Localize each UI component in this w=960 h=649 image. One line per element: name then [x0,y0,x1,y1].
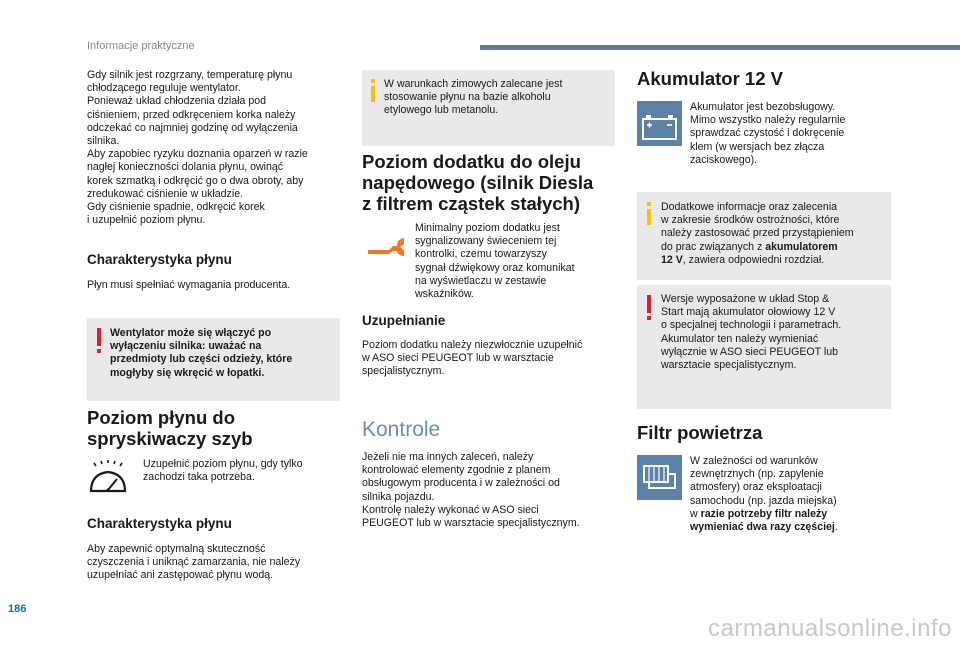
battery-heading: Akumulator 12 V [637,68,783,89]
warning-line: Wentylator może się włączyć po [110,327,272,339]
coolant-spec-text: Płyn musi spełniać wymagania producenta. [87,279,291,291]
diesel-text-line: Minimalny poziom dodatku jest [415,222,560,234]
battery-text [690,101,890,167]
intro-line: Gdy silnik jest rozgrzany, temperaturę płynu [87,69,293,81]
watermark: carmanualsonline.info [708,615,952,642]
stop-start-warning-text [661,293,887,372]
diesel-text-line: sygnał dźwiękowy oraz komunikat [415,261,575,274]
diesel-text-line: wskaźników. [415,288,474,301]
warning-exclamation-icon [646,295,653,321]
intro-line: i uzupełnić poziom płynu. [87,214,206,227]
battery-info-text [661,201,887,267]
filter-line: atmosfery) oraz eksploatacji [690,481,822,494]
info-line: należy zastosować przed przystąpieniem [661,227,854,240]
warning-line: wyłączeniu silnika: uważać na [110,340,262,353]
diesel-heading-line: napędowego (silnik Diesla [362,172,594,193]
warning-line: Start mają akumulator ołowiowy 12 V [661,306,836,319]
diesel-text-line: na wyświetlaczu w zestawie [415,274,547,287]
wrench-icon [367,236,405,258]
refill-text [362,339,622,379]
fan-warning-text [110,327,335,380]
battery-icon-tile [637,101,682,146]
warning-line: przedmioty lub części odzieży, które [110,353,293,366]
filter-line [690,508,890,521]
fan-warning-box [87,318,340,401]
air-filter-text [690,455,890,534]
info-line: stosowanie płynu na bazie alkoholu [384,91,551,104]
intro-line: korek szmatką i odkręcić go o dwa obroty, aby [87,174,304,187]
warning-line: warsztacie specjalistycznym. [661,359,797,372]
warning-exclamation-icon [96,328,103,354]
diesel-text-line: sygnalizowany świeceniem tej [415,235,557,248]
battery-line: Akumulator jest bezobsługowy. [690,101,836,113]
warning-line: mogłyby się wkręcić w łopatki. [110,366,265,379]
intro-line: Ponieważ układ chłodzenia działa pod [87,95,267,108]
checks-line: Jeżeli nie ma innych zaleceń, należy [362,451,534,463]
info-line [661,241,887,254]
refill-line: specjalistycznym. [362,365,445,378]
header-accent-bar [480,45,960,50]
washer-heading-line: spryskiwaczy szyb [87,428,253,449]
washer-spec-text [87,543,347,583]
info-bold: 12 V [661,253,683,266]
washer-heading-line: Poziom płynu do [87,407,235,428]
checks-text [362,451,622,530]
info-bold: akumulatorem [765,240,838,253]
info-line: etylowego lub metanolu. [384,104,499,117]
coolant-intro [87,69,347,227]
diesel-additive-heading [362,151,622,214]
warning-line: wyłącznie w ASO sieci PEUGEOT lub [661,345,839,358]
page-number: 186 [8,603,27,615]
windscreen-washer-icon [88,460,128,496]
section-label: Informacje praktyczne [87,40,195,52]
checks-line: PEUGEOT lub w warsztacie specjalistycznym. [362,517,580,530]
diesel-text-line: kontrolki, czemu towarzyszy [415,248,547,261]
checks-line: kontrolować elementy zgodnie z planem [362,464,551,477]
battery-info-box [637,192,891,280]
washer-heading [87,407,347,449]
battery-line: sprawdzać czystość i dokręcenie [690,127,845,140]
filter-line: W zależności od warunków [690,455,818,467]
washer-text-line: zachodzi taka potrzeba. [143,471,255,484]
info-line [661,254,887,267]
info-i-icon [646,202,653,226]
washer-text [143,458,343,484]
refill-line: w ASO sieci PEUGEOT lub w warsztacie [362,352,554,365]
winter-info-box [362,70,615,146]
battery-line: klem (w wersjach bez złącza [690,140,825,153]
info-line: Dodatkowe informacje oraz zalecenia [661,201,838,213]
info-line: W warunkach zimowych zalecane jest [384,78,563,90]
washer-spec-heading: Charakterystyka płynu [87,516,232,531]
intro-line: nagłej konieczności dolania płynu, owinąć [87,161,284,174]
refill-line: Poziom dodatku należy niezwłocznie uzupełnić [362,339,583,351]
warning-line: Akumulator ten należy wymieniać [661,332,819,345]
intro-line: ciśnieniem, przed odkręceniem korka należy [87,108,296,121]
winter-info-text [384,78,610,118]
intro-line: odczekać co najmniej godzinę od wyłączenia [87,121,298,134]
air-filter-icon [637,455,682,500]
info-line: w zakresie środków ostrożności, które [661,214,840,227]
diesel-additive-text [415,222,615,301]
info-text: do prac związanych z [661,240,763,253]
intro-line: zredukować ciśnienie w układzie. [87,187,244,200]
battery-icon [637,101,682,146]
checks-heading: Kontrole [362,418,441,441]
coolant-spec-heading: Charakterystyka płynu [87,252,232,267]
intro-line: Gdy ciśnienie spadnie, odkręcić korek [87,201,265,214]
diesel-heading-line: Poziom dodatku do oleju [362,151,581,172]
filter-bold: razie potrzeby filtr należy [700,507,828,520]
checks-line: Kontrolę należy wykonać w ASO sieci [362,503,539,516]
intro-line: Aby zapobiec ryzyku doznania oparzeń w razie [87,148,308,161]
diesel-heading-line: z filtrem cząstek stałych) [362,193,580,214]
intro-line: chłodzącego reguluje wentylator. [87,82,241,95]
battery-line: Mimo wszystko należy regularnie [690,114,846,127]
filter-bold: wymieniać dwa razy częściej [690,521,835,534]
refill-heading: Uzupełnianie [362,313,446,328]
washer-spec-line: uzupełniać ani zastępować płynu wodą. [87,569,274,582]
warning-line: o specjalnej technologii i parametrach. [661,319,842,332]
stop-start-warning-box [637,285,891,409]
filter-line: zewnętrznych (np. zapylenie [690,468,824,481]
warning-line: Wersje wyposażone w układ Stop & [661,293,830,305]
washer-spec-line: Aby zapewnić optymalną skuteczność [87,543,266,555]
air-filter-icon-tile [637,455,682,500]
battery-line: zaciskowego). [690,153,758,166]
washer-spec-line: czyszczenia i uniknąć zamarzania, nie należy [87,556,301,569]
filter-line: samochodu (np. jazda miejska) [690,494,837,507]
checks-line: obsługowym producenta i w zależności od [362,477,560,490]
info-i-icon [370,79,377,103]
filter-line [690,521,890,534]
filter-text: . [834,521,838,534]
info-text: , zawiera odpowiedni rozdział. [682,253,825,266]
checks-line: silnika pojazdu. [362,490,435,503]
intro-line: silnika. [87,135,120,148]
filter-text: w [690,507,698,520]
washer-text-line: Uzupełnić poziom płynu, gdy tylko [143,458,303,470]
air-filter-heading: Filtr powietrza [637,422,763,443]
